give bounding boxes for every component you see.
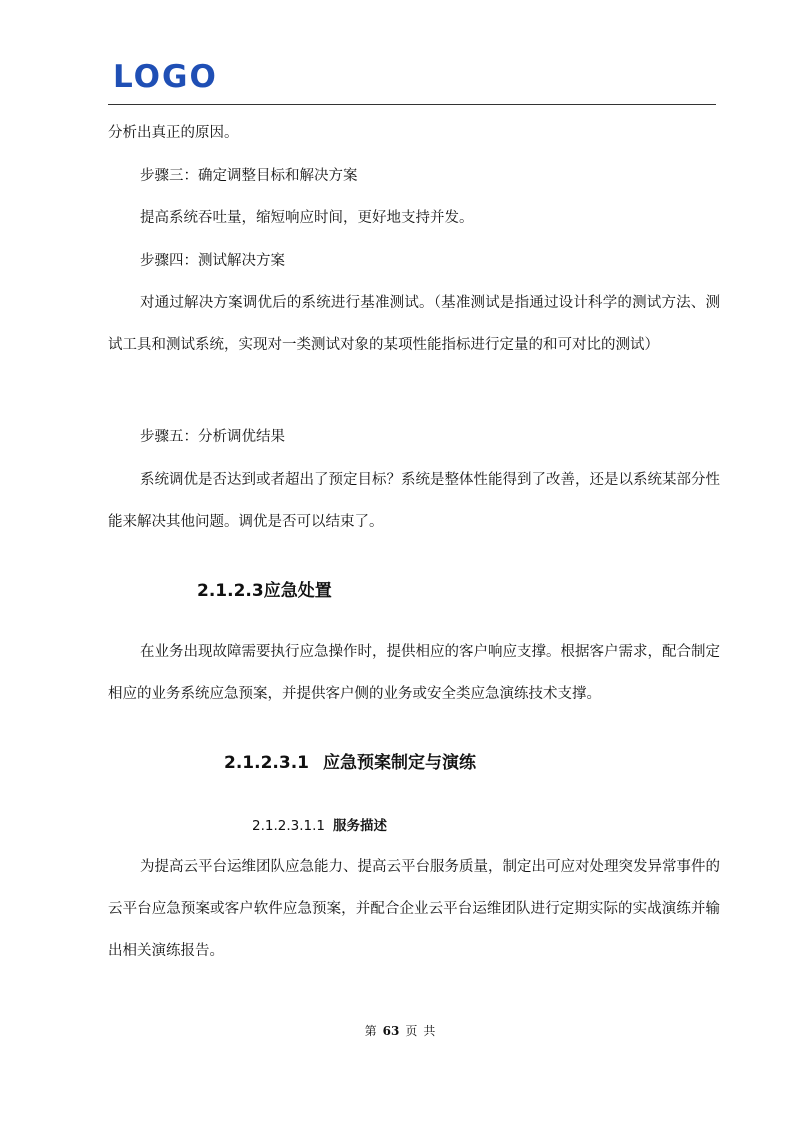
footer-total-label: 共 bbox=[423, 1024, 436, 1038]
paragraph-step-five: 步骤五：分析调优结果 bbox=[140, 429, 285, 445]
heading-service-description bbox=[252, 814, 387, 834]
header-divider bbox=[108, 104, 716, 105]
paragraph-step-four: 步骤四：测试解决方案 bbox=[140, 253, 285, 269]
paragraph-service-description: 为提高云平台运维团队应急能力、提高云平台服务质量，制定出可应对处理突发异常事件的云平台应急预案或客户软件应急预案，并配合企业云平台运维团队进行定期实际的实战演练并输出相关演练报告。 bbox=[108, 859, 720, 959]
company-logo: LOGO bbox=[113, 59, 218, 95]
heading-text: 服务描述 bbox=[333, 818, 387, 834]
paragraph-benchmark: 对通过解决方案调优后的系统进行基准测试。（基准测试是指通过设计科学的测试方法、测试工具和测试系统，实现对一类测试对象的某项性能指标进行定量的和可对比的测试） bbox=[108, 295, 720, 353]
page-footer bbox=[0, 1022, 800, 1039]
footer-prefix: 第 bbox=[364, 1024, 377, 1038]
heading-emergency-handling: 2.1.2.3应急处置 bbox=[197, 581, 332, 601]
paragraph-tuning-result: 系统调优是否达到或者超出了预定目标？系统是整体性能得到了改善，还是以系统某部分性能来解决其他问题。调优是否可以结束了。 bbox=[108, 472, 720, 530]
heading-text: 应急预案制定与演练 bbox=[322, 753, 476, 773]
heading-number: 2.1.2.3.1.1 bbox=[252, 818, 325, 834]
paragraph-goals: 提高系统吞吐量，缩短响应时间，更好地支持并发。 bbox=[140, 210, 474, 226]
heading-number: 2.1.2.3.1 bbox=[224, 753, 309, 773]
page-number: 63 bbox=[382, 1024, 400, 1038]
footer-suffix: 页 bbox=[405, 1024, 418, 1038]
paragraph-step-three: 步骤三：确定调整目标和解决方案 bbox=[140, 168, 358, 184]
paragraph-emergency-handling: 在业务出现故障需要执行应急操作时，提供相应的客户响应支撑。根据客户需求，配合制定相应的业务系统应急预案，并提供客户侧的业务或安全类应急演练技术支撑。 bbox=[108, 644, 720, 702]
paragraph-cause: 分析出真正的原因。 bbox=[108, 125, 239, 141]
heading-emergency-plan bbox=[224, 748, 476, 773]
